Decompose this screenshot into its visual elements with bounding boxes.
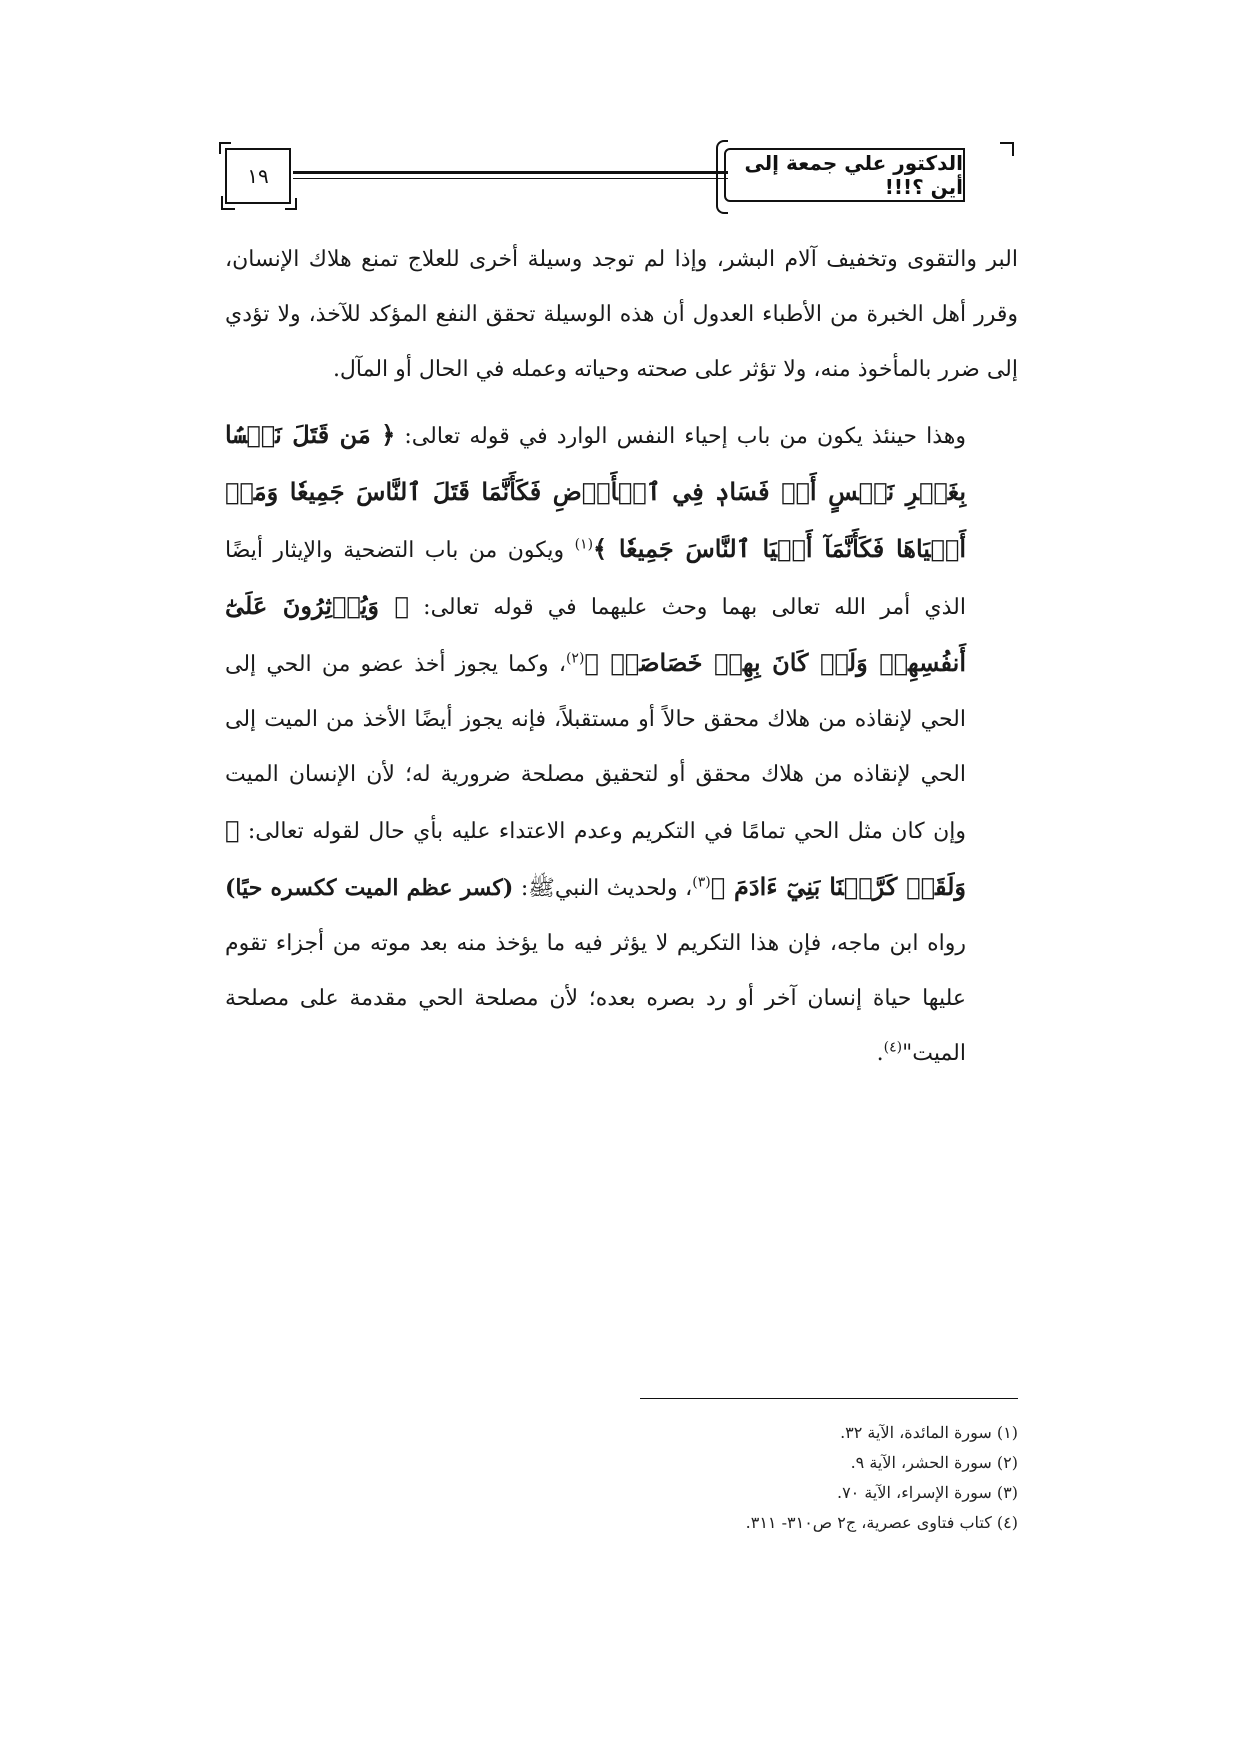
footnote-4: (٤) كتاب فتاوى عصرية، ج٢ ص٣١٠- ٣١١. [745, 1513, 1018, 1532]
quran-verse-2: ﴿ وَيُؤۡثِرُونَ عَلَىٰٓ أَنفُسِهِمۡ وَلَوۡ كَانَ بِهِمۡ خَصَاصَةٞ ﴾ [225, 591, 966, 677]
header-ornament-corner [1000, 142, 1014, 156]
text-segment: رواه ابن ماجه، فإن هذا التكريم لا يؤثر فيه ما يؤخذ منه بعد موته من أجزاء تقوم عليها حياة إنسان آخر أو رد بصره بعده؛ لأن مصلحة الحي مقدمة على مصلحة الميت" [225, 931, 966, 1066]
footnotes [418, 1418, 1018, 1538]
footnote-3: (٣) سورة الإسراء، الآية ٧٠. [836, 1483, 1018, 1502]
header-rule-thin [293, 178, 728, 179]
page-number-ornament-corner [221, 196, 235, 210]
footnote-1: (١) سورة المائدة، الآية ٣٢. [840, 1423, 1018, 1442]
text-segment: ، وكما يجوز أخذ عضو من الحي إلى الحي لإنقاذه من هلاك محقق حالاً أو مستقبلاً، فإنه يجوز أيضًا الأخذ من الميت إلى الحي لإنقاذه من هلاك محقق أو لتحقيق مصلحة ضرورية له؛ لأن الإنسان الميت وإن كان مثل الحي تمامًا في التكريم وعدم الاعتداء عليه بأي حال لقوله تعالى: [225, 652, 966, 844]
footnote-ref-1: (١) [574, 536, 594, 553]
text-segment: ويكون من باب التضحية والإيثار أيضًا الذي أمر الله تعالى بهما وحث عليهما في قوله تعالى: [225, 538, 966, 620]
paragraph-2 [225, 407, 1018, 1081]
main-text [225, 232, 1018, 1081]
footnote-ref-3: (٣) [692, 874, 711, 891]
running-header-title: الدكتور علي جمعة إلى أين ؟!!! [724, 148, 965, 202]
footnote-2: (٢) سورة الحشر، الآية ٩. [850, 1453, 1018, 1472]
text-segment: وهذا حينئذ يكون من باب إحياء النفس الوارد في قوله تعالى: [404, 424, 966, 449]
header-rule-thick [293, 171, 728, 174]
paragraph-1: البر والتقوى وتخفيف آلام البشر، وإذا لم توجد وسيلة أخرى للعلاج تمنع هلاك الإنسان، وقرر أهل الخبرة من الأطباء العدول أن هذه الوسيلة تحقق النفع المؤكد للآخذ، ولا تؤدي إلى ضرر بالمأخوذ منه، ولا تؤثر على صحته وحياته وعمله في الحال أو المآل. [225, 247, 1018, 382]
text-segment: . [876, 1041, 884, 1066]
quran-verse-3: ﴿ وَلَقَدۡ كَرَّمۡنَا بَنِيٓ ءَادَمَ ﴾ [225, 815, 967, 901]
quran-verse-1: ﴿ مَن قَتَلَ نَفۡسَۢا بِغَيۡرِ نَفۡسٍ أَوۡ فَسَادٖ فِي ٱلۡأَرۡضِ فَكَأَنَّمَا قَتَلَ ٱلنَّاسَ جَمِيعٗا وَمَنۡ أَحۡيَاهَا فَكَأَنَّمَآ أَحۡيَا ٱلنَّاسَ جَمِيعٗا ﴾ [225, 420, 966, 563]
footnote-ref-4: (٤) [883, 1039, 903, 1056]
footnote-ref-2: (٢) [565, 650, 585, 667]
page-number: ١٩ [225, 148, 291, 204]
footnote-separator [640, 1398, 1018, 1399]
text-segment: ، ولحديث النبيﷺ: [520, 876, 693, 901]
hadith-quote: (كسر عظم الميت ككسره حيًا) [225, 875, 514, 901]
